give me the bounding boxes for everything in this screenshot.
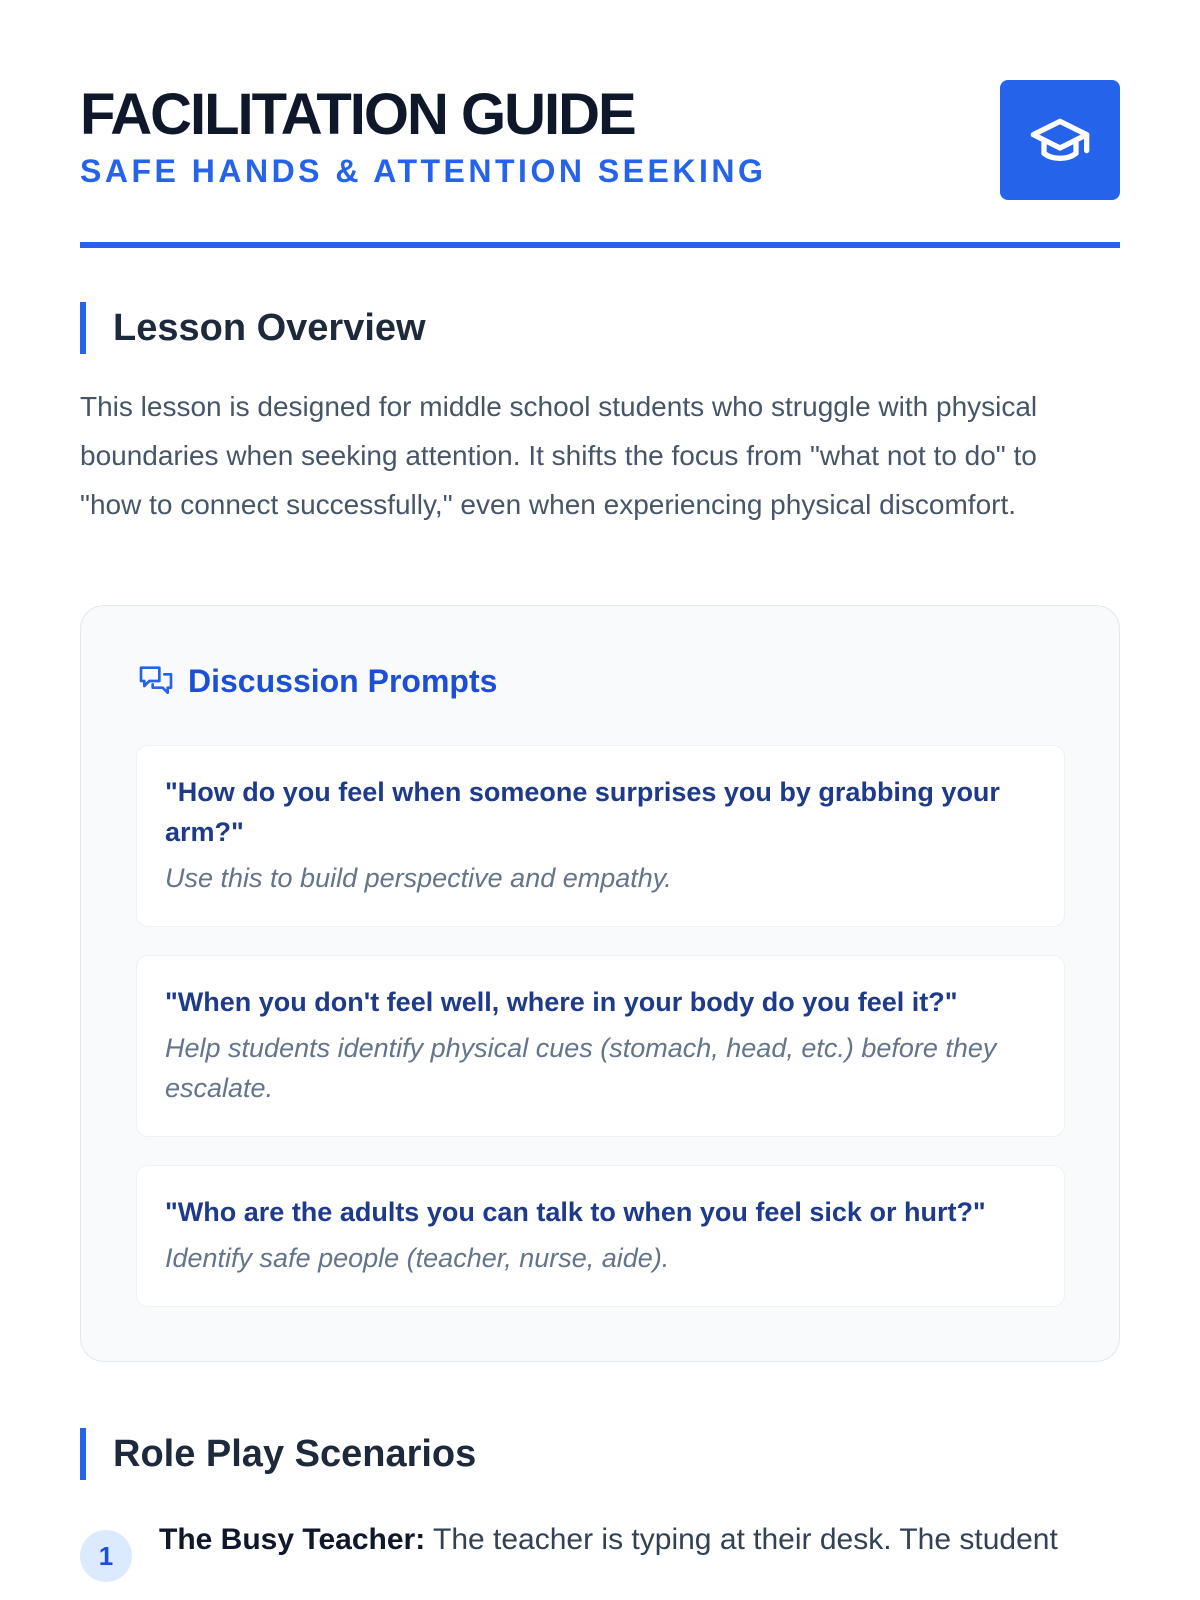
prompt-note: Identify safe people (teacher, nurse, aide).	[165, 1243, 670, 1273]
scenario-description: The teacher is typing at their desk. The student	[425, 1523, 1058, 1556]
header-badge	[1000, 80, 1120, 200]
scenario-title: The Busy Teacher:	[159, 1523, 426, 1556]
chat-bubbles-icon	[136, 661, 176, 701]
scenario-text	[159, 1518, 1058, 1582]
prompt-item	[136, 1165, 1065, 1307]
prompt-question: "When you don't feel well, where in your body do you feel it?"	[165, 987, 958, 1017]
page-header	[80, 0, 1120, 248]
discussion-prompts-title: Discussion Prompts	[188, 662, 498, 699]
prompt-item	[136, 955, 1065, 1137]
role-play-heading: Role Play Scenarios	[80, 1428, 1120, 1480]
lesson-overview-heading: Lesson Overview	[80, 302, 1120, 354]
discussion-prompts-card	[80, 605, 1120, 1362]
prompt-note: Use this to build perspective and empathy.	[165, 863, 672, 893]
page-subtitle: SAFE HANDS & ATTENTION SEEKING	[80, 153, 767, 189]
prompt-item	[136, 745, 1065, 927]
scenario-item	[80, 1518, 1120, 1582]
graduation-cap-icon	[1028, 108, 1092, 172]
page-title: FACILITATION GUIDE	[80, 82, 635, 147]
lesson-overview-text: This lesson is designed for middle school students who struggle with physical boundaries when seeking attention. It shifts the focus from "what not to do" to "how to connect successfully," even when experiencing physical discomfort.	[80, 391, 1038, 520]
prompt-question: "How do you feel when someone surprises you by grabbing your arm?"	[165, 777, 1000, 847]
scenario-number-badge: 1	[80, 1530, 132, 1582]
prompt-note: Help students identify physical cues (stomach, head, etc.) before they escalate.	[165, 1033, 997, 1103]
prompt-question: "Who are the adults you can talk to when you feel sick or hurt?"	[165, 1197, 986, 1227]
discussion-prompts-header	[136, 661, 1065, 701]
